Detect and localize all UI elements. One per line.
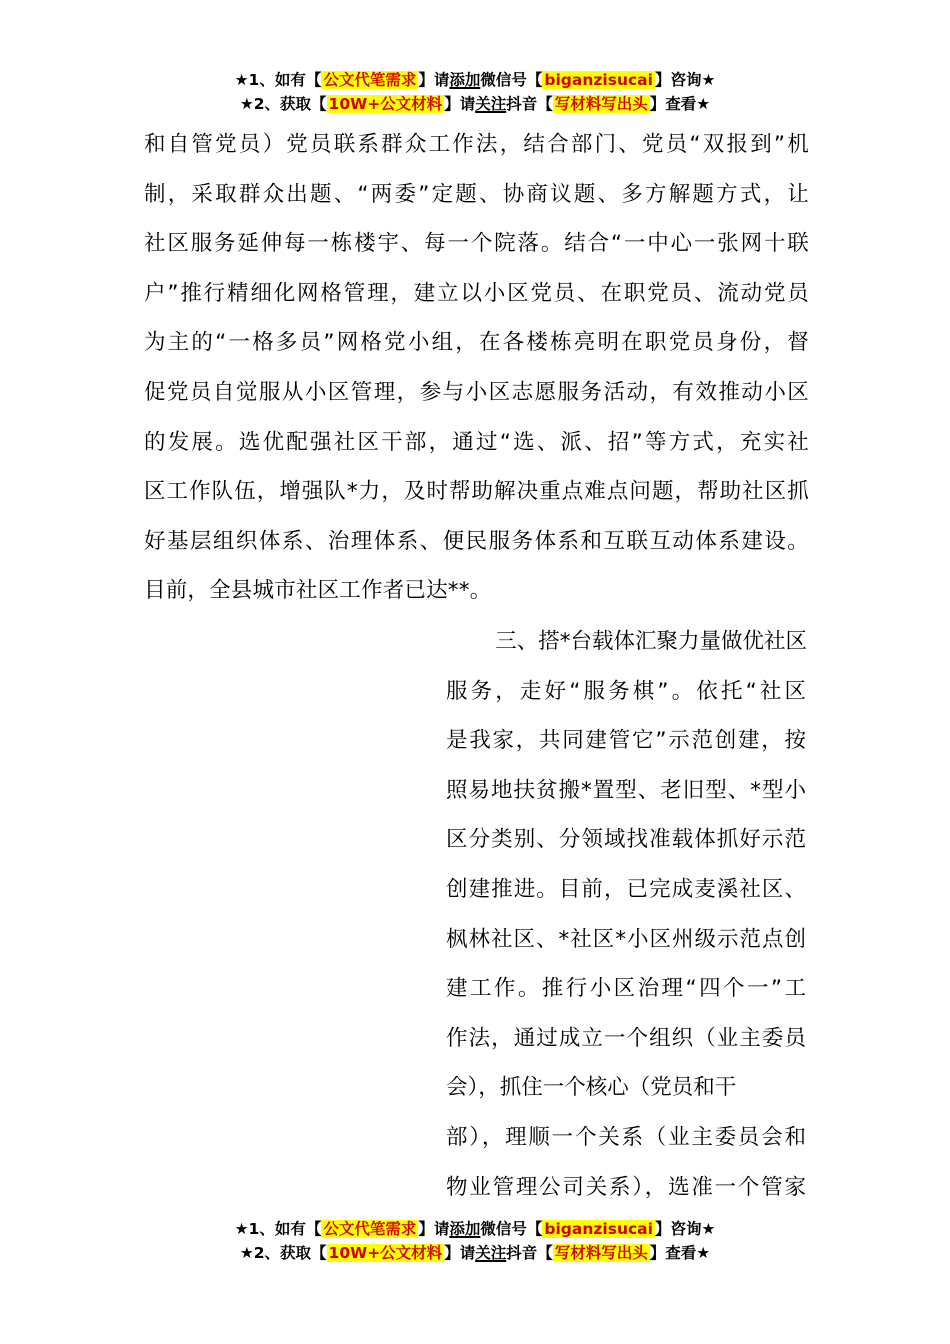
banner-text: 微信号【 — [480, 1220, 543, 1238]
banner-text: 】请 — [444, 1244, 476, 1262]
banner-text: 】请 — [418, 1220, 450, 1238]
paragraph-line: 好基层组织体系、治理体系、便民服务体系和互联互动体系建设。 — [144, 528, 809, 554]
banner-line-2 — [0, 1241, 950, 1265]
highlight-materials: 10W+公文材料 — [328, 1244, 443, 1262]
banner-line-1 — [0, 1217, 950, 1241]
paragraph-line: 会），抓住一个核心（党员和干 — [446, 1075, 737, 1101]
paragraph-line: 户”推行精细化网格管理，建立以小区党员、在职党员、流动党员 — [144, 280, 809, 306]
highlight-service: 公文代笔需求 — [323, 71, 417, 89]
paragraph-line: 建工作。推行小区治理“四个一”工 — [446, 976, 806, 1002]
banner-text: ★2、获取【 — [239, 95, 327, 113]
wechat-id: biganzisucai — [544, 1220, 653, 1238]
banner-text: 】咨询★ — [654, 1220, 716, 1238]
section-heading: 三、搭*台载体汇聚力量做优社区 — [495, 629, 807, 654]
banner-text: 抖音【 — [506, 1244, 553, 1262]
paragraph-line: 促党员自觉服从小区管理，参与小区志愿服务活动，有效推动小区 — [144, 379, 809, 405]
paragraph-line: 物业管理公司关系），选准一个管家 — [446, 1174, 806, 1200]
paragraph-line: 区工作队伍，增强队*力，及时帮助解决重点难点问题，帮助社区抓 — [144, 479, 809, 505]
paragraph-line: 创建推进。目前，已完成麦溪社区、 — [446, 876, 806, 902]
banner-text: 抖音【 — [506, 95, 553, 113]
banner-line-1 — [0, 68, 950, 92]
banner-text: 】请 — [444, 95, 476, 113]
douyin-account: 写材料写出头 — [554, 95, 648, 113]
paragraph-line: 的发展。选优配强社区干部，通过“选、派、招”等方式，充实社 — [144, 429, 809, 455]
banner-line-2 — [0, 92, 950, 116]
paragraph-line: 和自管党员）党员联系群众工作法，结合部门、党员“双报到”机 — [144, 132, 809, 157]
highlight-service: 公文代笔需求 — [323, 1220, 417, 1238]
paragraph-line: 区分类别、分领域找准载体抓好示范 — [446, 827, 806, 853]
body-paragraph — [144, 120, 809, 616]
banner-text: 】咨询★ — [654, 71, 716, 89]
paragraph-line: 目前，全县城市社区工作者已达**。 — [144, 578, 492, 604]
banner-text: ★1、如有【 — [234, 71, 322, 89]
banner-text: ★2、获取【 — [239, 1244, 327, 1262]
footer-banner — [0, 1217, 950, 1265]
header-banner — [0, 68, 950, 116]
banner-emphasis: 关注 — [475, 95, 507, 113]
banner-emphasis: 添加 — [449, 1220, 481, 1238]
banner-emphasis: 关注 — [475, 1244, 507, 1262]
wechat-id: biganzisucai — [544, 71, 653, 89]
paragraph-line: 枫林社区、*社区*小区州级示范点创 — [446, 926, 806, 952]
paragraph-line: 作法，通过成立一个组织（业主委员 — [446, 1025, 806, 1051]
section-paragraph — [446, 667, 806, 1213]
paragraph-line: 社区服务延伸每一栋楼宇、每一个院落。结合“一中心一张网十联 — [144, 231, 809, 257]
paragraph-line: 照易地扶贫搬*置型、老旧型、*型小 — [446, 777, 806, 803]
paragraph-line: 服务，走好“服务棋”。依托“社区 — [446, 678, 806, 704]
banner-emphasis: 添加 — [449, 71, 481, 89]
douyin-account: 写材料写出头 — [554, 1244, 648, 1262]
paragraph-line: 是我家，共同建管它”示范创建，按 — [446, 728, 806, 754]
banner-text: 】查看★ — [649, 1244, 711, 1262]
paragraph-line: 制，采取群众出题、“两委”定题、协商议题、多方解题方式，让 — [144, 181, 809, 207]
paragraph-line: 部），理顺一个关系（业主委员会和 — [446, 1124, 806, 1150]
banner-text: 微信号【 — [480, 71, 543, 89]
banner-text: ★1、如有【 — [234, 1220, 322, 1238]
paragraph-line: 为主的“一格多员”网格党小组，在各楼栋亮明在职党员身份，督 — [144, 330, 809, 356]
highlight-materials: 10W+公文材料 — [328, 95, 443, 113]
banner-text: 】请 — [418, 71, 450, 89]
banner-text: 】查看★ — [649, 95, 711, 113]
